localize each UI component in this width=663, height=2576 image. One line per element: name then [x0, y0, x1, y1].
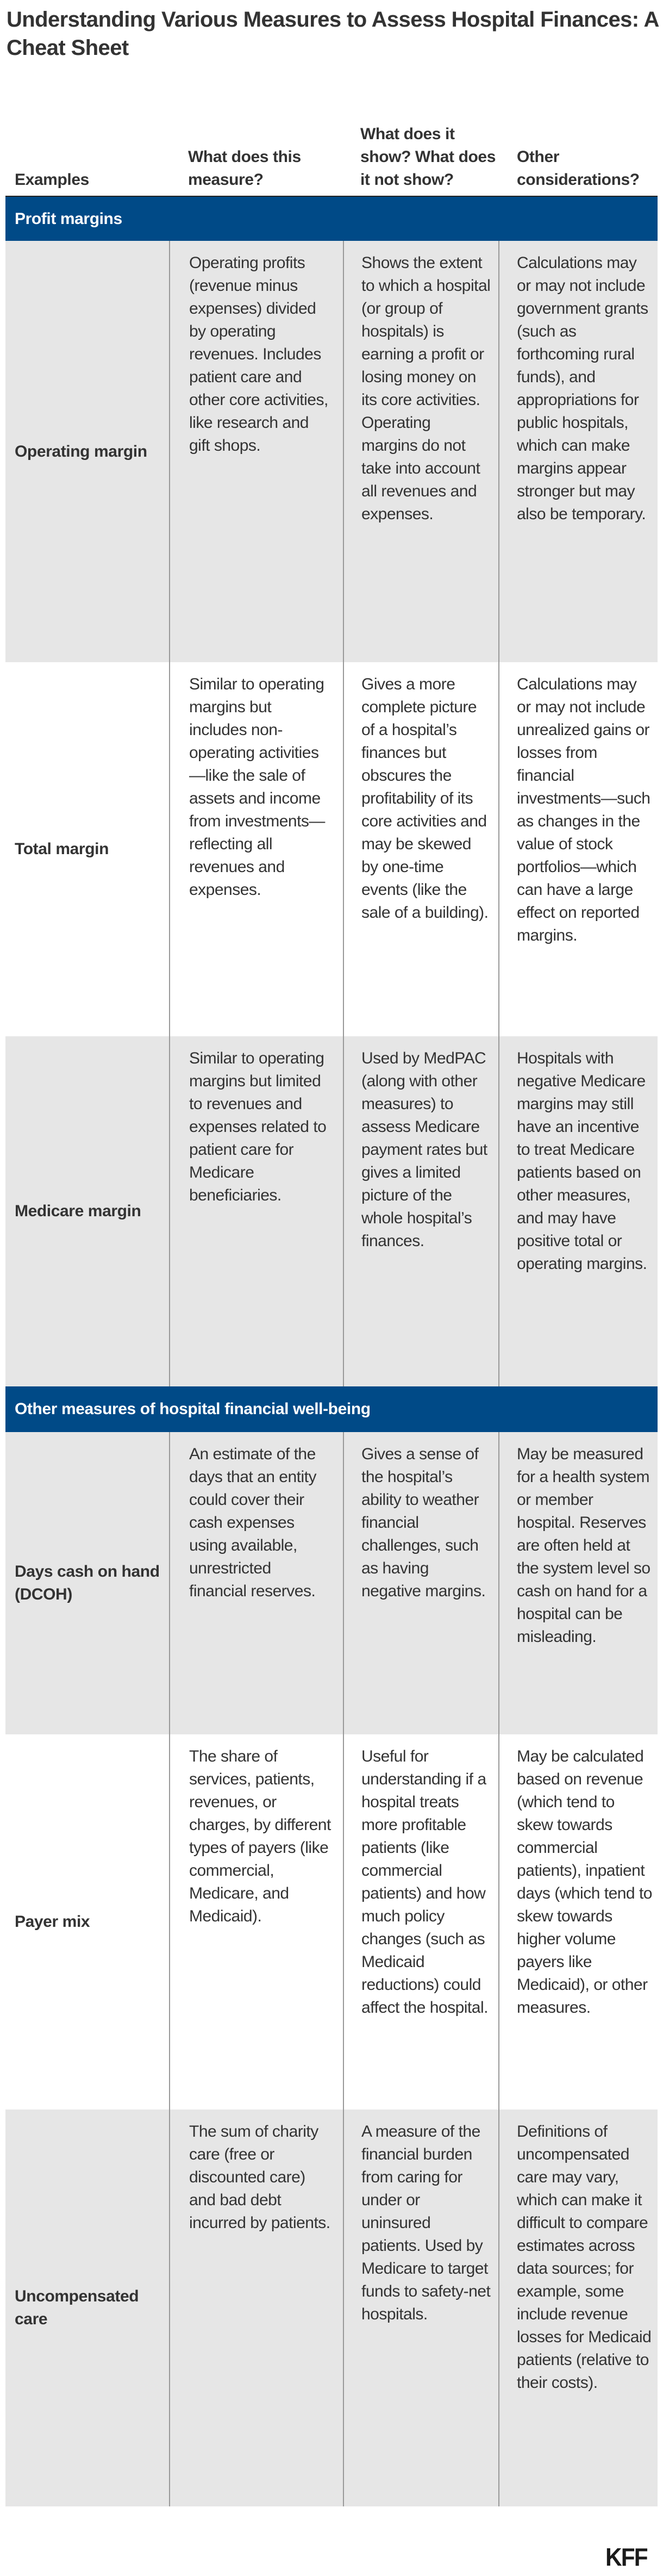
column-header-examples: Examples	[15, 171, 89, 189]
table-row-payer-mix	[5, 1734, 658, 2110]
row-shows: Used by MedPAC (along with other measures) to assess Medicare payment rates but gives a limited picture of the whole hospital’s finances.	[343, 1036, 498, 1386]
row-other: Calculations may or may not include unrealized gains or losses from financial investments—such as changes in the value of stock portfolios—which can have a large effect on reported margins.	[498, 662, 658, 1036]
row-shows: Gives a more complete picture of a hospital’s finances but obscures the profitability of its core activities and may be skewed by one-time events (like the sale of a building).	[343, 662, 498, 1036]
page-title: Understanding Various Measures to Assess Hospital Finances: A Cheat Sheet	[7, 8, 659, 60]
row-shows: A measure of the financial burden from caring for under or uninsured patients. Used by Medicare to target funds to safety-net hospitals.	[343, 2110, 498, 2506]
row-example: Days cash on hand (DCOH)	[15, 1563, 160, 1603]
row-example: Uncompensated care	[15, 2287, 139, 2328]
row-shows: Gives a sense of the hospital’s ability to weather financial challenges, such as having negative margins.	[343, 1432, 498, 1734]
table-header	[5, 87, 658, 196]
column-header-other: Other considerations?	[517, 148, 640, 189]
table-row-total-margin	[5, 662, 658, 1036]
row-other: Definitions of uncompensated care may vary, which can make it difficult to compare estimates across data sources; for example, some include revenue losses for Medicaid patients (relative to their costs).	[498, 2110, 658, 2506]
row-example: Operating margin	[15, 442, 147, 461]
row-measure: Similar to operating margins but includes non-operating activities—like the sale of assets and income from investments—reflecting all revenues and expenses.	[169, 662, 343, 1036]
table-row-operating-margin	[5, 241, 658, 662]
row-measure: The share of services, patients, revenues, or charges, by different types of payers (like commercial, Medicare, and Medicaid).	[169, 1734, 343, 2110]
section-header-other-measures	[5, 1386, 658, 1432]
row-other: May be measured for a health system or member hospital. Reserves are often held at the system level so cash on hand for a hospital can be misleading.	[498, 1432, 658, 1734]
row-other: Hospitals with negative Medicare margins may still have an incentive to treat Medicare patients based on other measures, and may have positive total or operating margins.	[498, 1036, 658, 1386]
column-header-shows: What does it show? What does it not show?	[360, 125, 496, 189]
section-label: Profit margins	[15, 209, 122, 228]
section-header-profit-margins	[5, 196, 658, 241]
kff-logo: KFF	[605, 2543, 647, 2571]
row-measure: Operating profits (revenue minus expenses) divided by operating revenues. Includes patient care and other core activities, like research and gift shops.	[169, 241, 343, 662]
row-other: Calculations may or may not include government grants (such as forthcoming rural funds), and appropriations for public hospitals, which can make margins appear stronger but may also be temporary.	[498, 241, 658, 662]
row-example: Total margin	[15, 840, 109, 858]
section-label: Other measures of hospital financial well-being	[15, 1400, 371, 1418]
row-shows: Shows the extent to which a hospital (or group of hospitals) is earning a profit or losing money on its core activities. Operating margins do not take into account all revenues and expenses.	[343, 241, 498, 662]
row-measure: Similar to operating margins but limited to revenues and expenses related to patient care for Medicare beneficiaries.	[169, 1036, 343, 1386]
row-example: Payer mix	[15, 1913, 90, 1931]
row-shows: Useful for understanding if a hospital treats more profitable patients (like commercial patients) and how much policy changes (such as Medicaid reductions) could affect the hospital.	[343, 1734, 498, 2110]
row-measure: The sum of charity care (free or discounted care) and bad debt incurred by patients.	[169, 2110, 343, 2506]
table-row-medicare-margin	[5, 1036, 658, 1386]
row-example: Medicare margin	[15, 1202, 141, 1220]
row-other: May be calculated based on revenue (which tend to skew towards commercial patients), inpatient days (which tend to skew towards higher volume payers like Medicaid), or other measures.	[498, 1734, 658, 2110]
column-header-measure: What does this measure?	[188, 148, 301, 189]
table-row-days-cash-on-hand	[5, 1432, 658, 1734]
cheat-sheet-table	[5, 87, 658, 2506]
table-row-uncompensated-care	[5, 2110, 658, 2506]
row-measure: An estimate of the days that an entity could cover their cash expenses using available, unrestricted financial reserves.	[169, 1432, 343, 1734]
